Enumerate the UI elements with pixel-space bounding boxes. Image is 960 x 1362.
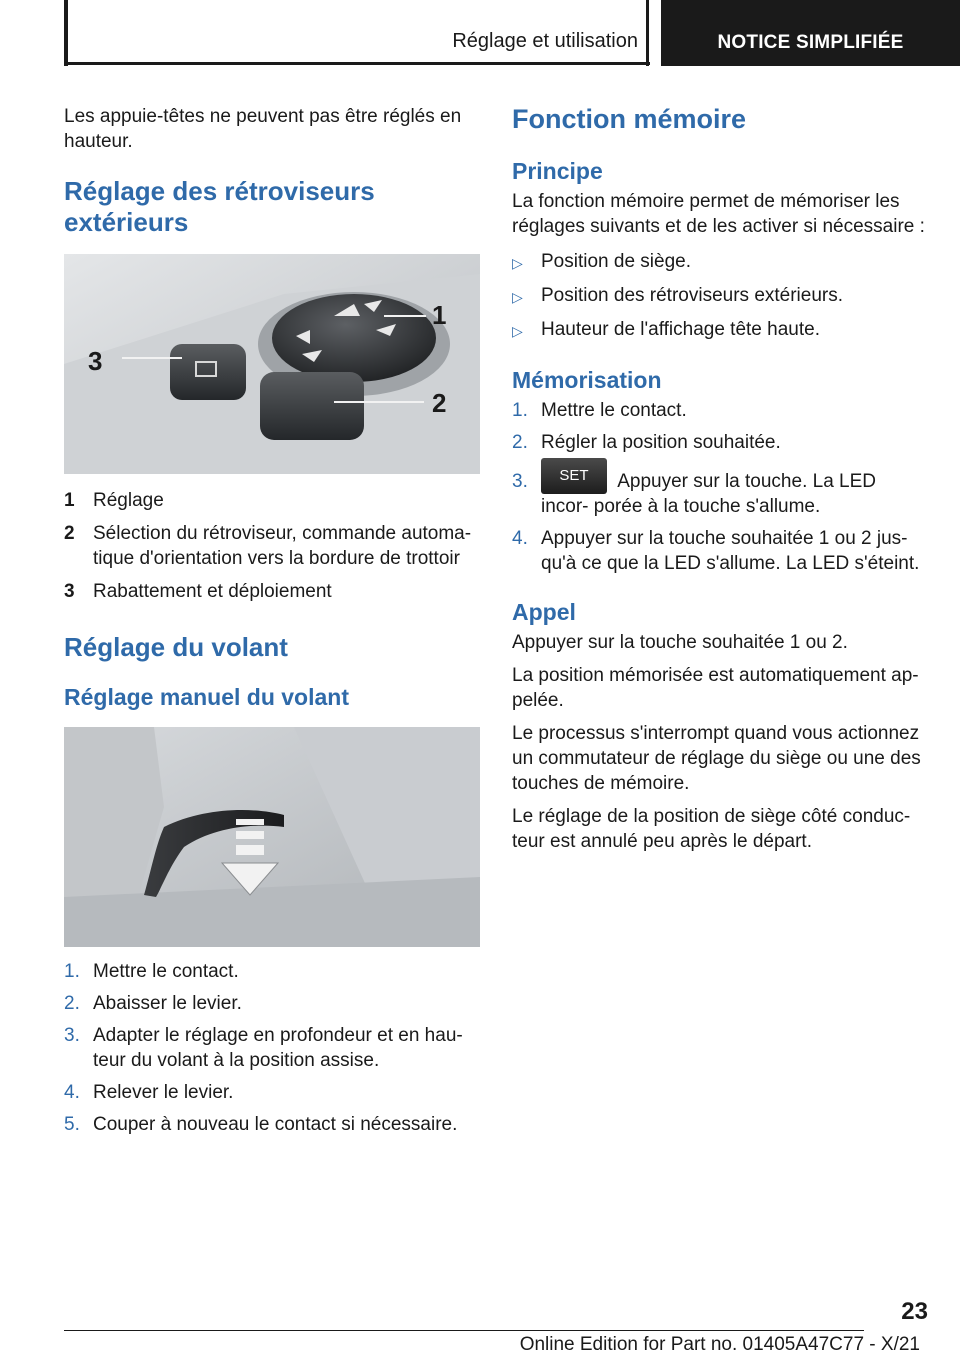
step-text: Régler la position souhaitée. bbox=[541, 432, 781, 453]
wheel-subtitle: Réglage manuel du volant bbox=[64, 684, 349, 710]
step-text: Mettre le contact. bbox=[541, 400, 687, 421]
list-item bbox=[512, 283, 928, 310]
callout-1: 1 bbox=[432, 300, 447, 330]
header-rule-bottom bbox=[64, 62, 650, 65]
callout-2: 2 bbox=[432, 388, 447, 418]
step-number: 1. bbox=[64, 961, 80, 982]
mirrors-title: Réglage des rétroviseurs extérieurs bbox=[64, 176, 375, 237]
right-column bbox=[512, 104, 928, 862]
step-number: 2. bbox=[512, 432, 528, 453]
header-rule-left bbox=[64, 0, 68, 66]
step-text: Adapter le réglage en profondeur et en hau‐ teur du volant à la position assise. bbox=[93, 1025, 463, 1071]
wheel-steps bbox=[64, 959, 480, 1137]
steering-lever-illustration bbox=[64, 727, 480, 947]
list-item bbox=[64, 991, 480, 1016]
legend-item bbox=[64, 521, 480, 571]
mirror-controls-figure bbox=[64, 254, 480, 474]
principle-title: Principe bbox=[512, 158, 603, 184]
legend-text: Réglage bbox=[93, 490, 164, 511]
list-item bbox=[512, 317, 928, 344]
step-number: 3. bbox=[512, 471, 528, 492]
step-text: Appuyer sur la touche. La LED incor‐ porée à la touche s'allume. bbox=[541, 471, 876, 517]
list-item bbox=[512, 249, 928, 276]
intro-paragraph: Les appuie-têtes ne peuvent pas être réglés en hauteur. bbox=[64, 106, 462, 152]
principle-text: La fonction mémoire permet de mémoriser les réglages suivants et de les activer si nécessaire : bbox=[512, 191, 925, 237]
legend-number: 3 bbox=[64, 581, 75, 602]
triangle-bullet-icon: ▷ bbox=[512, 323, 523, 339]
steering-lever-figure bbox=[64, 727, 480, 947]
step-text: Couper à nouveau le contact si nécessaire. bbox=[93, 1114, 458, 1135]
list-item bbox=[512, 430, 928, 455]
step-number: 4. bbox=[64, 1082, 80, 1103]
set-button-icon: SET bbox=[541, 458, 607, 494]
page-number: 23 bbox=[901, 1298, 928, 1325]
wheel-title: Réglage du volant bbox=[64, 632, 288, 662]
step-number: 2. bbox=[64, 993, 80, 1014]
header-section-title: Réglage et utilisation bbox=[452, 30, 638, 52]
legend-text: Sélection du rétroviseur, commande automa‐ tique d'orientation vers la bordure de trottoir bbox=[93, 523, 472, 569]
list-item bbox=[512, 466, 928, 519]
list-item bbox=[64, 959, 480, 984]
list-item bbox=[512, 398, 928, 423]
step-number: 5. bbox=[64, 1114, 80, 1135]
triangle-bullet-icon: ▷ bbox=[512, 289, 523, 305]
call-title: Appel bbox=[512, 599, 576, 625]
memorisation-steps bbox=[512, 398, 928, 576]
legend-text: Rabattement et déploiement bbox=[93, 581, 332, 602]
call-paragraph: Appuyer sur la touche souhaitée 1 ou 2. bbox=[512, 632, 848, 653]
list-item bbox=[64, 1023, 480, 1073]
step-number: 4. bbox=[512, 528, 528, 549]
legend-item bbox=[64, 579, 480, 604]
list-item bbox=[64, 1080, 480, 1105]
memory-title: Fonction mémoire bbox=[512, 104, 747, 134]
mirror-legend bbox=[64, 488, 480, 604]
memorisation-title: Mémorisation bbox=[512, 367, 662, 393]
step-text: Abaisser le levier. bbox=[93, 993, 242, 1014]
footer-rule bbox=[64, 1330, 864, 1331]
step-number: 3. bbox=[64, 1025, 80, 1046]
call-paragraph: La position mémorisée est automatiquement ap‐ pelée. bbox=[512, 665, 919, 711]
call-paragraph: Le processus s'interrompt quand vous actionnez un commutateur de réglage du siège ou une des touches de mémoire. bbox=[512, 723, 921, 794]
bullet-text: Position de siège. bbox=[541, 251, 691, 272]
step-text: Appuyer sur la touche souhaitée 1 ou 2 jus‐ qu'à ce que la LED s'allume. La LED s'éteint. bbox=[541, 528, 920, 574]
header-rule-right bbox=[646, 0, 649, 66]
legend-number: 2 bbox=[64, 523, 75, 544]
legend-number: 1 bbox=[64, 490, 75, 511]
triangle-bullet-icon: ▷ bbox=[512, 255, 523, 271]
bullet-text: Hauteur de l'affichage tête haute. bbox=[541, 319, 820, 340]
call-paragraph: Le réglage de la position de siège côté conduc‐ teur est annulé peu après le départ. bbox=[512, 806, 911, 852]
callout-3: 3 bbox=[88, 346, 103, 376]
step-text: Relever le levier. bbox=[93, 1082, 234, 1103]
legend-item bbox=[64, 488, 480, 513]
step-number: 1. bbox=[512, 400, 528, 421]
bullet-text: Position des rétroviseurs extérieurs. bbox=[541, 285, 844, 306]
footer-edition: Online Edition for Part no. 01405A47C77 - X/21 bbox=[519, 1334, 920, 1355]
mirror-controls-illustration bbox=[64, 254, 480, 474]
left-column bbox=[64, 104, 480, 1144]
header-tag: NOTICE SIMPLIFIÉE bbox=[661, 0, 960, 66]
list-item bbox=[64, 1112, 480, 1137]
principle-bullets bbox=[512, 249, 928, 344]
list-item bbox=[512, 526, 928, 576]
step-text: Mettre le contact. bbox=[93, 961, 239, 982]
